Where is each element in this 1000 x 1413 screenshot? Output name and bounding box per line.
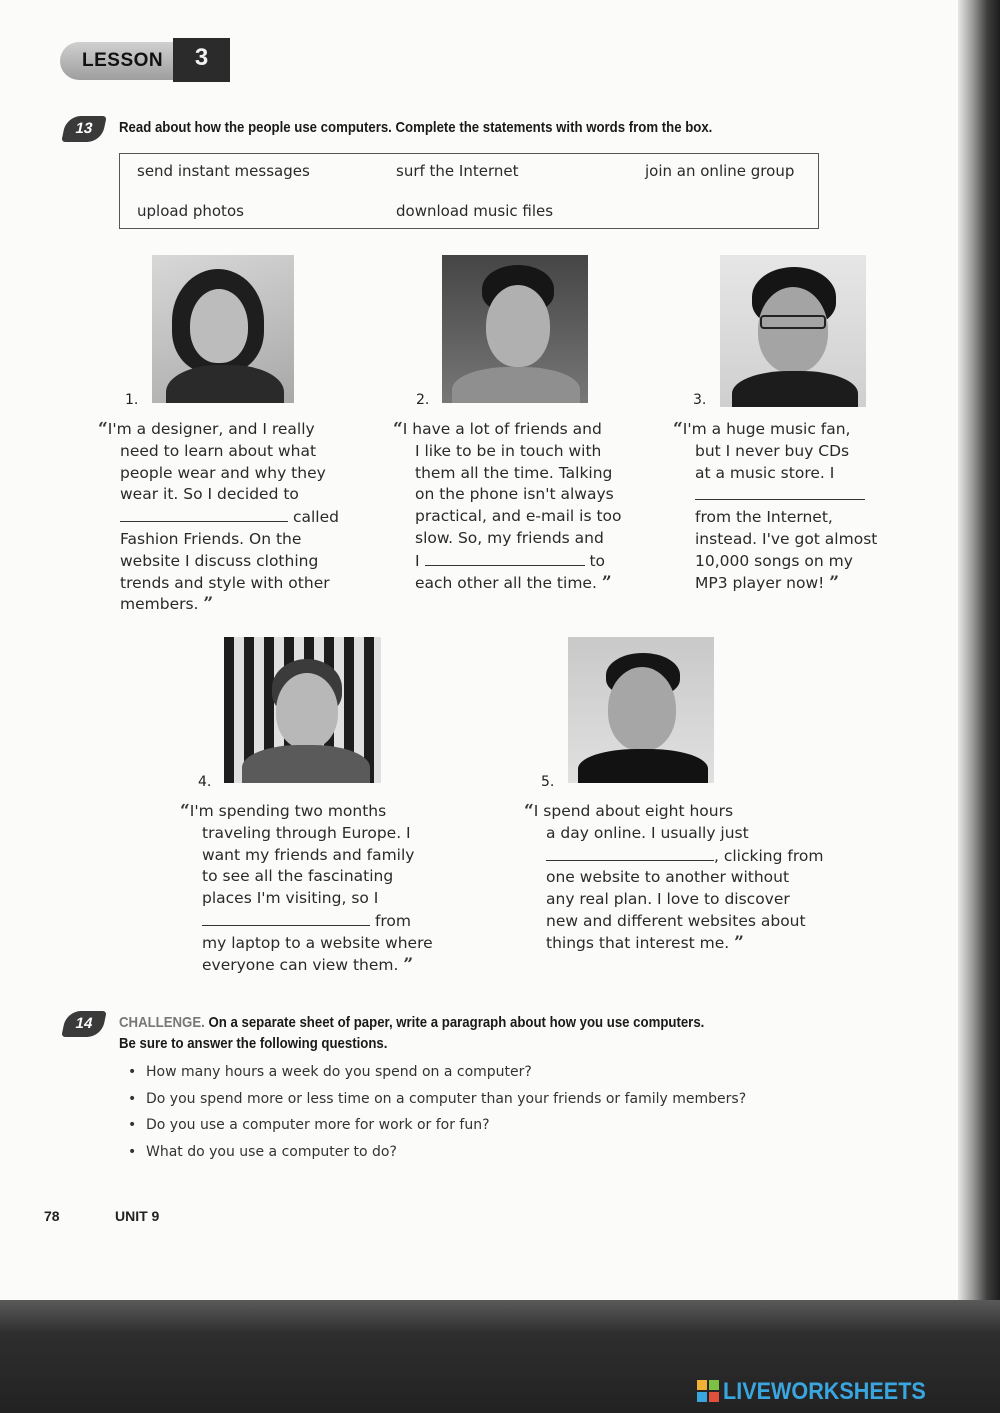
word-box-item: join an online group [645, 162, 795, 180]
person-5-photo [568, 637, 714, 783]
liveworksheets-watermark [697, 1378, 979, 1406]
person-2-quote: “I have a lot of friends and I like to be in touch with them all the time. Talking on the phone isn't always practical, and e-mail is too slow. So, my friends and I to each other all the time. ” [393, 419, 622, 593]
word-box [119, 153, 819, 229]
exercise-14-badge: 14 [61, 1011, 107, 1037]
person-1-number: 1. [125, 392, 139, 408]
challenge-label: CHALLENGE. [119, 1014, 205, 1031]
watermark-text: LIVEWORKSHEETS [723, 1378, 926, 1405]
person-2-photo [442, 255, 588, 403]
unit-label: UNIT 9 [115, 1208, 160, 1224]
person-3-quote: “I'm a huge music fan, but I never buy CDs at a music store. I from the Internet, instead. I've got almost 10,000 songs on my MP3 player now! ” [673, 419, 878, 593]
word-box-item: download music files [396, 202, 554, 220]
answer-blank-3[interactable] [695, 484, 865, 500]
book-spine-shadow [958, 0, 1000, 1413]
person-4-number: 4. [198, 774, 212, 790]
person-5-number: 5. [541, 774, 555, 790]
list-item: • How many hours a week do you spend on a computer? [128, 1064, 746, 1091]
answer-blank-2[interactable] [425, 550, 585, 566]
person-2-number: 2. [416, 392, 430, 408]
person-4-quote: “I'm spending two months traveling through Europe. I want my friends and family to see all the fascinating places I'm visiting, so I from my laptop to a website where everyone can view them. ” [180, 801, 433, 975]
person-1-photo [152, 255, 294, 403]
answer-blank-1[interactable] [120, 506, 288, 522]
answer-blank-4[interactable] [202, 910, 370, 926]
list-item: • What do you use a computer to do? [128, 1144, 746, 1171]
exercise-13-instruction: Read about how the people use computers. Complete the statements with words from the box. [119, 119, 713, 136]
person-4-photo [224, 637, 381, 783]
word-box-item: send instant messages [137, 162, 310, 180]
person-1-quote: “I'm a designer, and I really need to learn about what people wear and why they wear it. So I decided to called Fashion Friends. On the website I discuss clothing trends and style with other members. ” [98, 419, 339, 615]
exercise-13-badge: 13 [61, 116, 107, 142]
question-list [128, 1064, 746, 1170]
lesson-label: LESSON [82, 50, 164, 71]
word-box-item: surf the Internet [396, 162, 519, 180]
answer-blank-5[interactable] [546, 845, 714, 861]
exercise-14-instruction-line2: Be sure to answer the following questions. [119, 1035, 388, 1052]
liveworksheets-logo-icon [697, 1380, 719, 1402]
list-item: • Do you use a computer more for work or for fun? [128, 1117, 746, 1144]
person-3-number: 3. [693, 392, 707, 408]
exercise-14-instruction-line1: CHALLENGE. On a separate sheet of paper, write a paragraph about how you use computers. [119, 1014, 705, 1031]
list-item: • Do you spend more or less time on a computer than your friends or family members? [128, 1091, 746, 1118]
lesson-number-box [173, 38, 230, 82]
person-3-photo [720, 255, 866, 407]
page-number: 78 [44, 1208, 60, 1224]
person-5-quote: “I spend about eight hours a day online. I usually just , clicking from one website to another without any real plan. I love to discover new and different websites about things that interest me. ” [524, 801, 824, 953]
lesson-number: 3 [194, 44, 209, 71]
word-box-item: upload photos [137, 202, 244, 220]
